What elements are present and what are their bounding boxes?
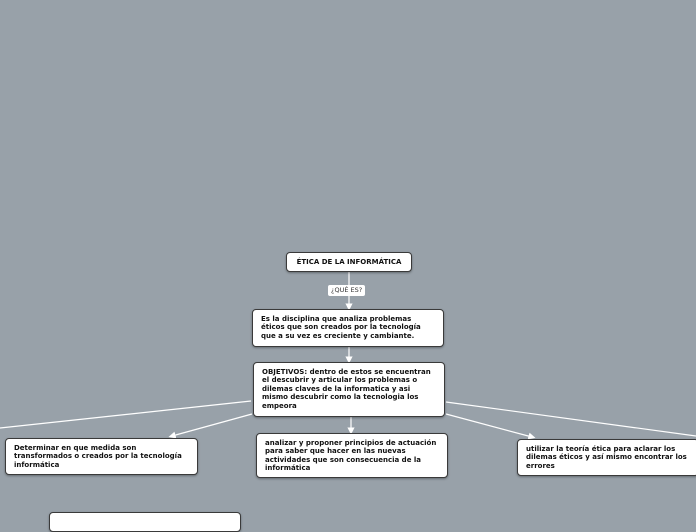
objectives-node-label: OBJETIVOS: dentro de estos se encuentran el descubrir y articular los problemas o dilemas claves de la informatica y asi mismo descubrir como la tecnologia los empeora (262, 368, 431, 410)
objective-left-label: Determinar en que medida son transformados o creados por la tecnología informática (14, 444, 182, 469)
edge-label-what-is: ¿QUÉ ES? (328, 285, 365, 296)
definition-node[interactable] (252, 309, 444, 347)
connector-objectives-to-offscreen-right (446, 402, 696, 436)
objective-right-label: utilizar la teoría ética para aclarar los dilemas éticos y así mismo encontrar los errores (526, 445, 687, 470)
connector-objectives-to-right (446, 414, 532, 437)
objective-center-node[interactable] (256, 433, 448, 478)
connector-objectives-to-left (172, 414, 252, 436)
offscreen-node[interactable] (49, 512, 241, 532)
definition-node-label: Es la disciplina que analiza problemas éticos que son creados por la tecnología que a su vez es creciente y cambiante. (261, 315, 421, 340)
objective-left-node[interactable] (5, 438, 198, 475)
objectives-node[interactable] (253, 362, 445, 417)
objective-right-node[interactable] (517, 439, 696, 476)
connector-objectives-to-offscreen-left (0, 401, 251, 428)
root-node-label: ÉTICA DE LA INFORMÁTICA (296, 257, 402, 266)
objective-center-label: analizar y proponer principios de actuación para saber que hacer en las nuevas actividades que son consecuencia de la informática (265, 439, 437, 473)
root-node[interactable] (286, 252, 412, 272)
